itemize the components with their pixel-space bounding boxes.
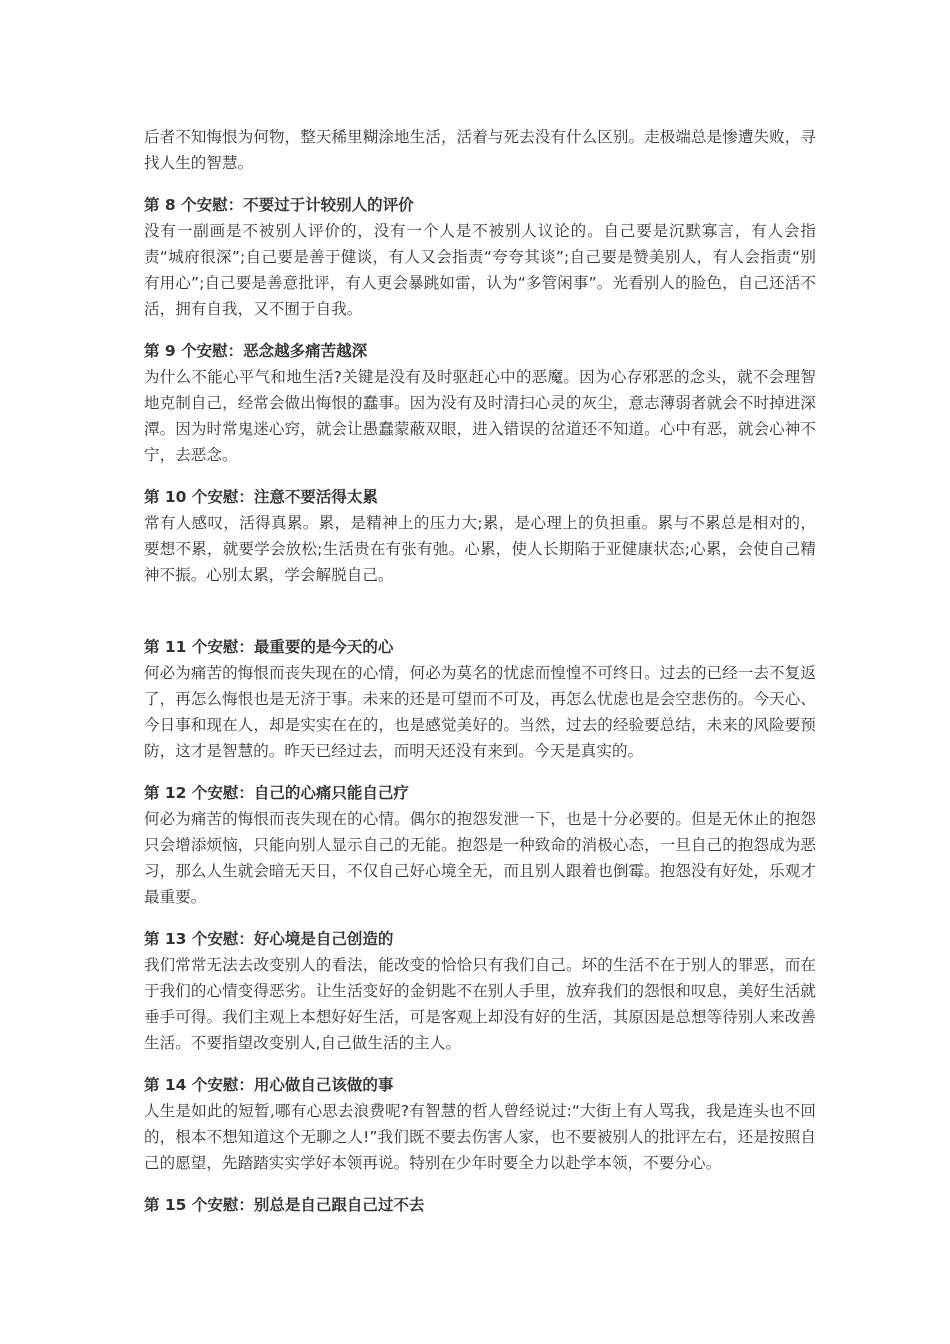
section-heading: 第 9 个安慰：恶念越多痛苦越深: [144, 342, 368, 360]
section-13: [144, 926, 816, 1056]
section-body: 人生是如此的短暂,哪有心思去浪费呢?有智慧的哲人曾经说过:“大街上有人骂我，我是连头也不回的，根本不想知道这个无聊之人!”我们既不要去伤害人家，也不要被别人的批评左右，还是按照自己的愿望，先踏踏实实学好本领再说。特别在少年时要全力以赴学本领，不要分心。: [144, 1102, 816, 1172]
section-11: [144, 634, 816, 764]
section-body: 何必为痛苦的悔恨而丧失现在的心情，何必为莫名的忧虑而惶惶不可终日。过去的已经一去不复返了，再怎么悔恨也是无济于事。未来的还是可望而不可及，再怎么忧虑也是会空悲伤的。今天心、今日事和现在人，却是实实在在的，也是感觉美好的。当然，过去的经验要总结，未来的风险要预防，这才是智慧的。昨天已经过去，而明天还没有来到。今天是真实的。: [144, 664, 816, 760]
section-15: [144, 1192, 816, 1218]
intro-paragraph: 后者不知悔恨为何物，整天稀里糊涂地生活，活着与死去没有什么区别。走极端总是惨遭失败，寻找人生的智慧。: [144, 128, 816, 172]
section-heading: 第 12 个安慰：自己的心痛只能自己疗: [144, 784, 409, 802]
section-8: [144, 192, 816, 322]
section-heading: 第 15 个安慰：别总是自己跟自己过不去: [144, 1196, 425, 1214]
section-body: 我们常常无法去改变别人的看法，能改变的恰恰只有我们自己。坏的生活不在于别人的罪恶，而在于我们的心情变得恶劣。让生活变好的金钥匙不在别人手里，放弃我们的怨恨和叹息，美好生活就垂手可得。我们主观上本想好好生活，可是客观上却没有好的生活，其原因是总想等待别人来改善生活。不要指望改变别人,自己做生活的主人。: [144, 956, 816, 1052]
section-10: [144, 484, 816, 588]
section-14: [144, 1072, 816, 1176]
section-heading: 第 14 个安慰：用心做自己该做的事: [144, 1076, 394, 1094]
section-body: 为什么不能心平气和地生活?关键是没有及时驱赶心中的恶魔。因为心存邪恶的念头，就不会理智地克制自己，经常会做出悔恨的蠢事。因为没有及时清扫心灵的灰尘，意志薄弱者就会不时掉进深潭。因为时常鬼迷心窍，就会让愚蠢蒙蔽双眼，进入错误的岔道还不知道。心中有恶，就会心神不宁，去恶念。: [144, 368, 816, 464]
document-page: [144, 124, 816, 1218]
section-body: 常有人感叹，活得真累。累，是精神上的压力大;累，是心理上的负担重。累与不累总是相对的，要想不累，就要学会放松;生活贵在有张有弛。心累，使人长期陷于亚健康状态;心累，会使自己精神不振。心别太累，学会解脱自己。: [144, 514, 816, 584]
section-heading: 第 11 个安慰：最重要的是今天的心: [144, 638, 394, 656]
section-heading: 第 10 个安慰：注意不要活得太累: [144, 488, 378, 506]
section-9: [144, 338, 816, 468]
section-12: [144, 780, 816, 910]
section-body: 何必为痛苦的悔恨而丧失现在的心情。偶尔的抱怨发泄一下，也是十分必要的。但是无休止的抱怨只会增添烦恼，只能向别人显示自己的无能。抱怨是一种致命的消极心态，一旦自己的抱怨成为恶习，那么人生就会暗无天日，不仅自己好心境全无，而且别人跟着也倒霉。抱怨没有好处，乐观才最重要。: [144, 810, 816, 906]
section-body: 没有一副画是不被别人评价的，没有一个人是不被别人议论的。自己要是沉默寡言，有人会指责“城府很深”;自己要是善于健谈，有人又会指责“夸夸其谈”;自己要是赞美别人，有人会指责“别有用心”;自己要是善意批评，有人更会暴跳如雷，认为“多管闲事”。光看别人的脸色，自己还活不活，拥有自我，又不囿于自我。: [144, 222, 816, 318]
section-heading: 第 8 个安慰：不要过于计较别人的评价: [144, 196, 414, 214]
section-heading: 第 13 个安慰：好心境是自己创造的: [144, 930, 394, 948]
